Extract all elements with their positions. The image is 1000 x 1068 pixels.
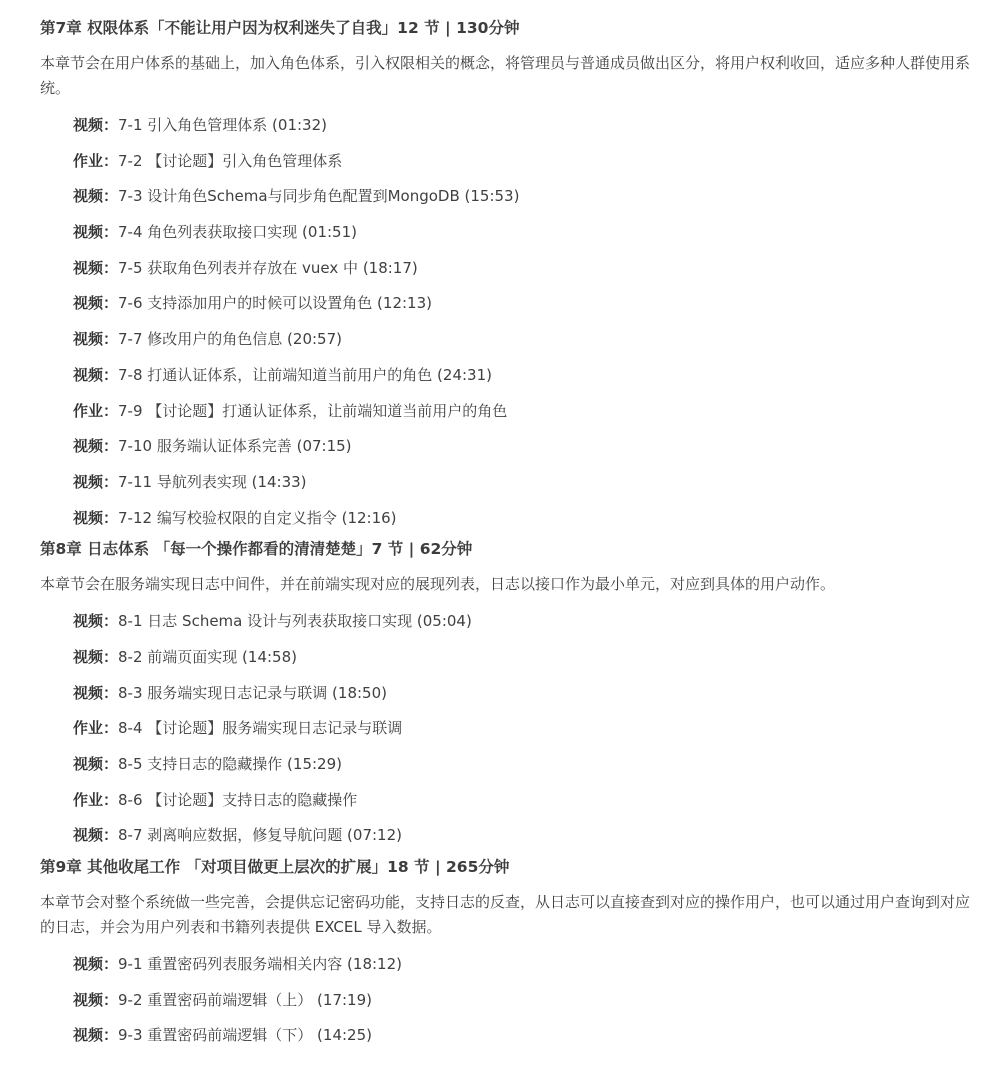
lesson-type: 视频： [73, 508, 119, 527]
lesson-title: 9-3 重置密码前端逻辑（下） (14:25) [118, 1026, 372, 1045]
lesson-type: 视频： [73, 365, 119, 384]
lesson-item[interactable] [73, 251, 1000, 287]
lesson-item[interactable] [73, 465, 1000, 501]
lesson-title: 8-6 【讨论题】支持日志的隐藏操作 [118, 790, 358, 809]
lesson-type: 视频： [73, 330, 119, 349]
lesson-item[interactable] [73, 108, 1000, 144]
lesson-title: 7-7 修改用户的角色信息 (20:57) [118, 330, 342, 349]
lesson-title: 7-12 编写校验权限的自定义指令 (12:16) [118, 508, 397, 527]
lesson-item[interactable] [73, 604, 1000, 640]
lesson-item[interactable] [73, 818, 1000, 854]
lesson-item[interactable] [73, 1018, 1000, 1054]
lesson-type: 视频： [73, 612, 119, 631]
lesson-type: 作业： [73, 151, 119, 170]
lesson-item[interactable] [73, 429, 1000, 465]
lesson-title: 7-5 获取角色列表并存放在 vuex 中 (18:17) [118, 258, 418, 277]
lesson-type: 视频： [73, 116, 119, 134]
chapter-description: 本章节会在用户体系的基础上，加入角色体系，引入权限相关的概念，将管理员与普通成员做出区分，将用户权利收回，适应多种人群使用系统。 [40, 54, 971, 97]
lesson-item[interactable] [73, 783, 1000, 819]
lesson-title: 9-2 重置密码前端逻辑（上） (17:19) [118, 990, 372, 1009]
lesson-title: 7-10 服务端认证体系完善 (07:15) [118, 437, 352, 456]
lesson-type: 视频： [73, 294, 119, 313]
lesson-type: 视频： [73, 1026, 119, 1045]
chapter-title: 第9章 其他收尾工作 「对项目做更上层次的扩展」18 节 | 265分钟 [40, 858, 510, 877]
chapter-title: 第8章 日志体系 「每一个操作都看的清清楚楚」7 节 | 62分钟 [40, 540, 473, 559]
lesson-type: 视频： [73, 755, 119, 773]
chapter-title: 第7章 权限体系「不能让用户因为权利迷失了自我」12 节 | 130分钟 [40, 19, 520, 37]
lesson-type: 视频： [73, 647, 119, 666]
lesson-type: 作业： [73, 719, 119, 738]
lesson-title: 8-7 剥离响应数据，修复导航问题 (07:12) [118, 826, 402, 845]
lesson-title: 7-9 【讨论题】打通认证体系，让前端知道当前用户的角色 [118, 401, 508, 420]
lesson-title: 7-8 打通认证体系，让前端知道当前用户的角色 (24:31) [118, 365, 492, 384]
chapter-8 [0, 536, 1000, 854]
lesson-title: 7-3 设计角色Schema与同步角色配置到MongoDB (15:53) [118, 187, 520, 206]
lesson-title: 7-2 【讨论题】引入角色管理体系 [118, 151, 343, 170]
lesson-title: 8-4 【讨论题】服务端实现日志记录与联调 [118, 719, 403, 738]
lesson-item[interactable] [73, 501, 1000, 537]
chapter-9 [0, 854, 1000, 1054]
lesson-title: 7-11 导航列表实现 (14:33) [118, 472, 307, 491]
lesson-item[interactable] [73, 676, 1000, 712]
lesson-item[interactable] [73, 947, 1000, 983]
lesson-item[interactable] [73, 144, 1000, 180]
lesson-item[interactable] [73, 215, 1000, 251]
lesson-item[interactable] [73, 983, 1000, 1019]
lesson-item[interactable] [73, 179, 1000, 215]
lesson-type: 视频： [73, 990, 119, 1009]
lesson-title: 8-3 服务端实现日志记录与联调 (18:50) [118, 683, 387, 702]
lesson-title: 9-1 重置密码列表服务端相关内容 (18:12) [118, 955, 402, 974]
lesson-type: 作业： [73, 790, 119, 809]
lesson-title: 8-5 支持日志的隐藏操作 (15:29) [118, 755, 342, 773]
lesson-type: 视频： [73, 258, 119, 277]
chapter-description: 本章节会对整个系统做一些完善，会提供忘记密码功能，支持日志的反查，从日志可以直接查到对应的操作用户，也可以通过用户查询到对应的日志，并会为用户列表和书籍列表提供 EXCEL 导入数据。 [40, 893, 971, 937]
chapter-description: 本章节会在服务端实现日志中间件，并在前端实现对应的展现列表，日志以接口作为最小单元，对应到具体的用户动作。 [40, 575, 836, 594]
lesson-item[interactable] [73, 640, 1000, 676]
lesson-type: 视频： [73, 683, 119, 702]
chapter-7 [0, 15, 1000, 536]
lesson-type: 视频： [73, 955, 119, 974]
lesson-type: 视频： [73, 472, 119, 491]
lesson-item[interactable] [73, 394, 1000, 430]
lesson-title: 7-4 角色列表获取接口实现 (01:51) [118, 223, 357, 242]
lesson-type: 作业： [73, 401, 119, 420]
lesson-title: 8-1 日志 Schema 设计与列表获取接口实现 (05:04) [118, 612, 472, 631]
lesson-item[interactable] [73, 322, 1000, 358]
lesson-type: 视频： [73, 437, 119, 456]
lesson-item[interactable] [73, 286, 1000, 322]
lesson-type: 视频： [73, 826, 119, 845]
lesson-type: 视频： [73, 187, 119, 206]
lesson-item[interactable] [73, 747, 1000, 783]
lesson-title: 7-1 引入角色管理体系 (01:32) [118, 116, 327, 134]
lesson-title: 7-6 支持添加用户的时候可以设置角色 (12:13) [118, 294, 432, 313]
lesson-type: 视频： [73, 223, 119, 242]
lesson-title: 8-2 前端页面实现 (14:58) [118, 647, 297, 666]
lesson-item[interactable] [73, 711, 1000, 747]
lesson-item[interactable] [73, 358, 1000, 394]
